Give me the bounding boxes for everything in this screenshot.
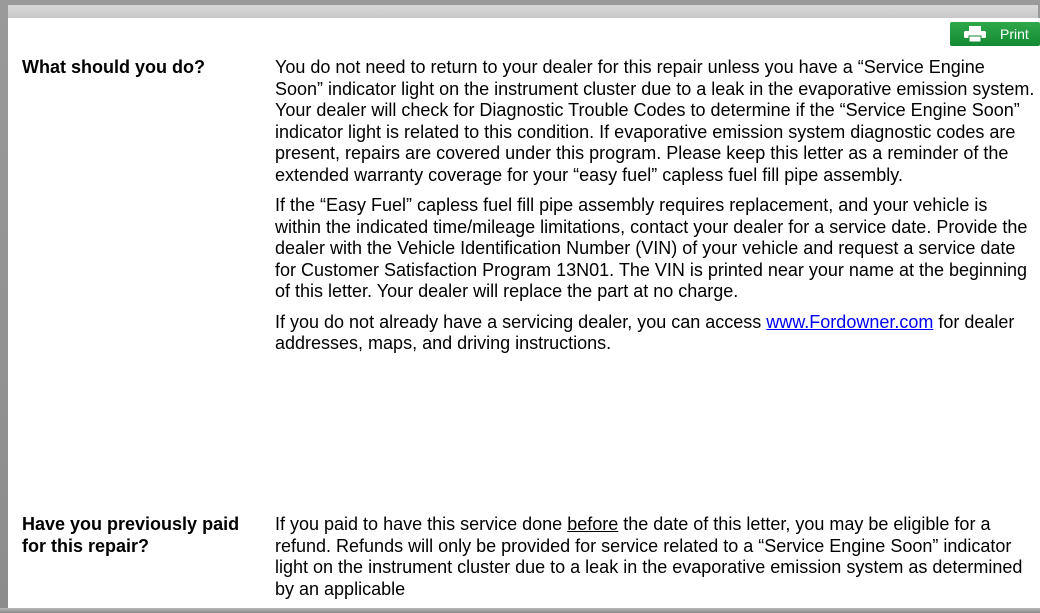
paragraph <box>275 514 1035 600</box>
underlined-word: before <box>567 514 619 534</box>
text-before-link: If you do not already have a servicing dealer, you can access <box>275 311 767 332</box>
print-button[interactable] <box>950 22 1040 46</box>
document-page <box>8 18 1040 613</box>
text-after-underline: the date of this letter, you may be eligible for a refund. Refunds will only be provided for service related to a “Service Engine Soon” indicator light on the instrument cluster due to a leak in the evaporative emission system as determined by an applicable <box>275 514 1023 599</box>
top-bar <box>8 5 1038 19</box>
section-label: Have you previously paid for this repair? <box>22 514 240 556</box>
text-before-underline: If you paid to have this service done <box>275 514 568 534</box>
text-after-link: for dealer addresses, maps, and driving instructions. <box>275 311 1015 353</box>
fordowner-link[interactable]: www.Fordowner.com <box>766 311 934 332</box>
section-label: What should you do? <box>22 57 205 77</box>
printer-icon <box>964 26 986 42</box>
bottom-edge <box>0 608 1040 613</box>
paragraph: If the “Easy Fuel” capless fuel fill pipe assembly requires replacement, and your vehicle is within the indicated time/mileage limitations, contact your dealer for a service date. Provide the dealer with the Vehicle Identification Number (VIN) of your vehicle and request a service date for Customer Satisfaction Program 13N01. The VIN is printed near your name at the beginning of this letter. Your dealer will replace the part at no charge. <box>275 195 1028 301</box>
print-label: Print <box>1000 26 1029 42</box>
section-body <box>275 57 1035 364</box>
paragraph-with-link <box>275 312 1035 355</box>
section-body <box>275 514 1035 609</box>
paragraph: You do not need to return to your dealer for this repair unless you have a “Service Engine Soon” indicator light on the instrument cluster due to a leak in the evaporative emission system. Your dealer will check for Diagnostic Trouble Codes to determine if the “Service Engine Soon” indicator light is related to this condition. If evaporative emission system diagnostic codes are present, repairs are covered under this program. Please keep this letter as a reminder of the extended warranty coverage for your “easy fuel” capless fuel fill pipe assembly. <box>275 57 1035 185</box>
